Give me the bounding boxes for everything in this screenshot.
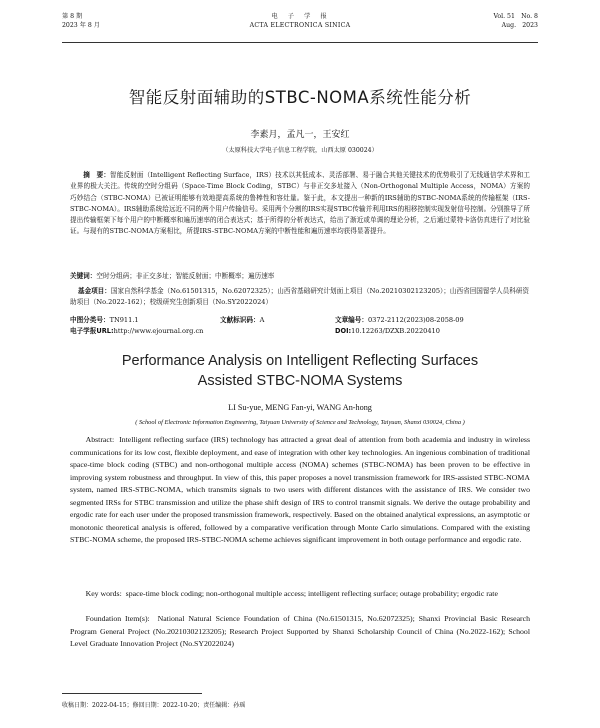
abstract-zh-label: 摘 要： (83, 171, 111, 179)
title-en-line-2: Assisted STBC-NOMA Systems (197, 373, 403, 389)
affiliation-zh: （太原科技大学电子信息工程学院，山西太原 030024） (222, 147, 378, 154)
header-journal-en: ACTA ELECTRONICA SINICA (249, 22, 351, 29)
title-en (0, 351, 600, 391)
keywords-en-label: Key words: (85, 589, 122, 598)
funding-en-text: National Natural Science Foundation of China (No.61501315, No.62072325); Shanxi Provincial Basic Research Program General Project (No.20210302123205); Research Project Supported by Shanxi Scholarship Council of China (No.2022-162); School Level Graduate Innovation Project (No.SY2022024) (70, 614, 530, 648)
article-no-label: 文章编号： (335, 316, 368, 324)
funding-zh-text: 国家自然科学基金（No.61501315，No.62072325）；山西省基础研究计划面上项目（No.20210302123205）；山西省回国留学人员科研资助项目（No.2022-162）；校级研究生创新项目（No.SY2022024） (70, 287, 530, 307)
abstract-zh-text: 智能反射面（Intelligent Reflecting Surface，IRS）技术以其低成本、灵活部署、易于融合其他关键技术的优势吸引了无线通信学术界和工业界的极大关注。传统的空时分组码（Space-Time Block Coding，STBC）与非正交多址接入（Non-Orthogonal Multiple Access，NOMA）方案的巧妙结合（STBC-NOMA）已被证明能够有效地提高系统的鲁棒性和容灶量。鉴于此，本文提出一种新的IRS辅助的STBC-NOMA系统的传输框架（IRS-STBC-NOMA）。IRS辅助系统给远近不同的两个用户传输信号。采用两个分割的IRS实现STBC传输并利用IRS的相移控制实现发射信号控制。分别推导了所提出传输框架下每个用户的中断概率和遍历速率的闭合表达式；基于所得的分析表达式，给出了渐近或单调的理论分析，之后通过蒙特卡洛仿真进行了对比验证。与现有的STBC-NOMA方案相比，所提IRS-STBC-NOMA方案的中断性能和遍历速率均获得显著提升。 (70, 171, 531, 236)
doc-code-value: A (259, 316, 265, 324)
keywords-en-text: space-time block coding; non-orthogonal multiple access; intelligent reflecting surface; outage probability; ergodic rate (125, 589, 498, 598)
abstract-zh (70, 170, 530, 238)
url-link[interactable]: http://www.ejournal.org.cn (113, 327, 204, 336)
header-issue-zh: 第 8 期 (62, 13, 83, 20)
funding-en-label: Foundation Item(s): (85, 614, 150, 623)
doi-label: DOI: (335, 327, 352, 336)
funding-en (70, 613, 530, 651)
keywords-zh (70, 271, 530, 282)
affiliation-en: ( School of Electronic Information Engineering, Taiyuan University of Science and Technology, Taiyuan, Shanxi 030024, China ) (135, 419, 465, 426)
clc-value: TN911.1 (109, 316, 139, 324)
keywords-en (70, 588, 530, 601)
keywords-zh-text: 空时分组码；非正交多址；智能反射面；中断概率；遍历速率 (96, 272, 275, 280)
doc-code-label: 文献标识码： (220, 316, 260, 324)
footnote-dates: 收稿日期：2022-04-15；修回日期：2022-10-20；责任编辑：孙瑶 (62, 702, 246, 709)
header-rule (62, 42, 538, 43)
running-header (62, 12, 538, 30)
abstract-en-text: Intelligent reflecting surface (IRS) technology has attracted a great deal of attention from both academia and industry in wireless communications for its low cost, flexible deployment, and ease of integration with other key technologies. An ingenious combination of traditional space-time block coding (STBC) and non-orthogonal multiple access (NOMA) schemes (STBC-NOMA) has been proven to be effective in improving system robustness and throughput. In view of this, this paper proposes a novel transmission framework for IRS-assisted STBC-NOMA system, named IRS-STBC-NOMA, which transmits signals to two users with different distances with the assistance of IRS. We consider two segmented IRSs for STBC transmission and utilize the phase shift design of IRS to control transmit signals. We derive the outage probability and ergodic rate for each user under the proposed transmission framework, respectively. Based on the obtained analytical expressions, an asymptotic or monotonic theoretical analysis is offered, followed by a comparative verification through Monte Carlo simulations. Compared with the existing STBC-NOMA scheme, the proposed IRS-STBC-NOMA scheme achieves significant improvement in both outage performance and ergodic rate. (70, 435, 530, 544)
footnote-rule (62, 693, 202, 694)
header-journal-zh: 电 子 学 报 (271, 13, 329, 20)
classification-info (70, 315, 530, 338)
url-label: 电子学报URL: (70, 327, 114, 336)
authors-zh: 李素月，孟凡一，王安红 (250, 130, 350, 140)
funding-zh-label: 基金项目： (77, 287, 111, 295)
title-en-line-1: Performance Analysis on Intelligent Reflecting Surfaces (121, 353, 479, 369)
clc-label: 中图分类号： (70, 316, 110, 324)
header-date-zh: 2023 年 8 月 (62, 22, 100, 29)
header-date-en: Aug. 2023 (501, 22, 538, 29)
keywords-zh-label: 关键词： (70, 272, 97, 280)
doi-value: 10.12263/DZXB.20220410 (351, 327, 440, 336)
abstract-en (70, 434, 530, 547)
abstract-en-label: Abstract: (85, 435, 115, 444)
title-zh: 智能反射面辅助的STBC-NOMA系统性能分析 (128, 88, 472, 107)
article-no-value: 0372-2112(2023)08-2058-09 (367, 316, 464, 324)
funding-zh (70, 286, 530, 309)
header-volume-en: Vol. 51 No. 8 (493, 13, 538, 20)
authors-en: LI Su-yue, MENG Fan-yi, WANG An-hong (228, 403, 372, 412)
